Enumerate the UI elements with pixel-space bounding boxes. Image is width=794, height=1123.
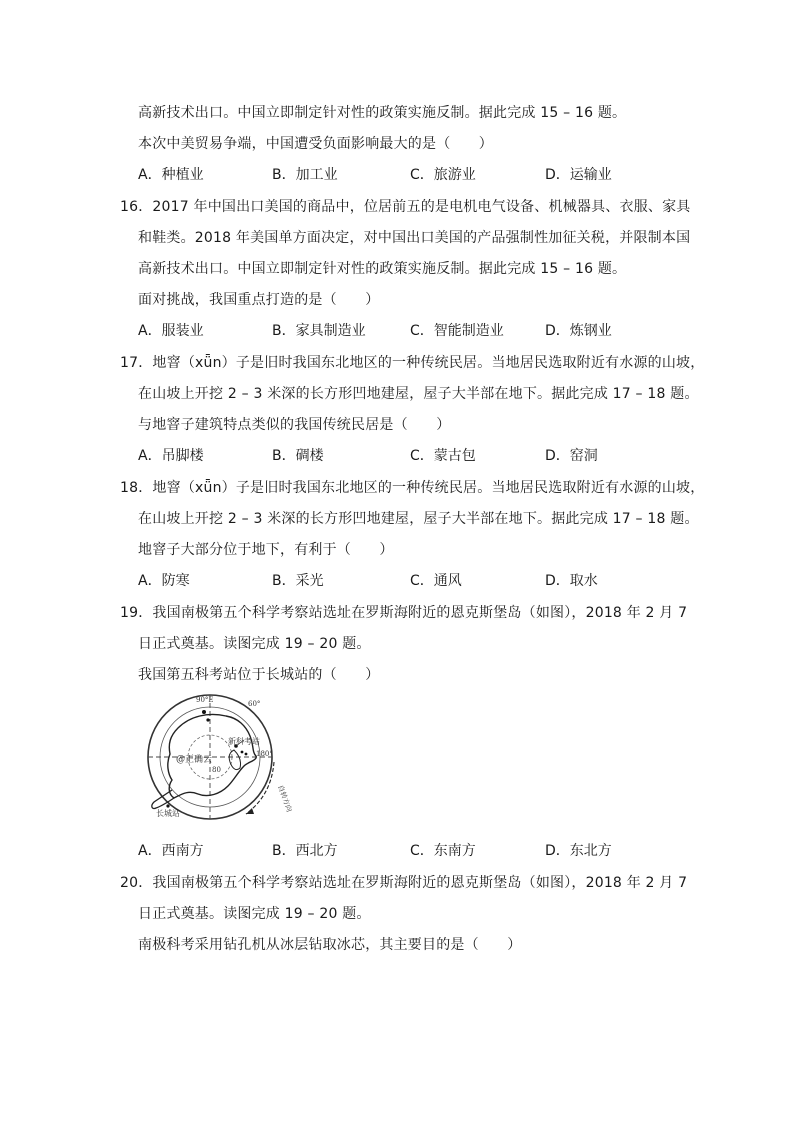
watermark-text: @正确云 [176,755,213,765]
q18-option-c[interactable]: C．通风 [410,573,462,589]
label-rotation-direction: 自转方向 [276,783,294,813]
antarctica-map [138,690,298,820]
q15-option-b[interactable]: B．加工业 [272,167,338,183]
q17-question: 与地窨子建筑特点类似的我国传统民居是（ ） [138,417,451,433]
q18-stem-line-1: 18．地窨（xǖn）子是旧时我国东北地区的一种传统民居。当地居民选取附近有水源的山坡， [120,480,705,496]
q18-stem-line-2: 在山坡上开挖 2 – 3 米深的长方形凹地建屋，屋子大半部在地下。据此完成 17 – 18 题。 [138,511,699,527]
q16-stem-line-3: 高新技术出口。中国立即制定针对性的政策实施反制。据此完成 15 – 16 题。 [138,261,627,277]
q19-option-d[interactable]: D．东北方 [545,843,612,859]
q20-stem-line-1: 20．我国南极第五个科学考察站选址在罗斯海附近的恩克斯堡岛（如图），2018 年 2 月 7 [120,875,688,891]
q15-question: 本次中美贸易争端，中国遭受负面影响最大的是（ ） [138,136,493,152]
label-new-station: 新科考站 [228,737,260,746]
q19-stem-line-1: 19．我国南极第五个科学考察站选址在罗斯海附近的恩克斯堡岛（如图），2018 年 2 月 7 [120,605,688,621]
label-90e: 90°E [196,696,214,704]
q16-option-d[interactable]: D．炼钢业 [545,323,612,339]
q20-stem-line-2: 日正式奠基。读图完成 19 – 20 题。 [138,906,371,922]
q19-option-c[interactable]: C．东南方 [410,843,476,859]
q18-option-a[interactable]: A．防寒 [138,573,190,589]
station-dot-top-2 [206,718,209,721]
q17-option-d[interactable]: D．窑洞 [545,448,598,464]
q15-context-line: 高新技术出口。中国立即制定针对性的政策实施反制。据此完成 15 – 16 题。 [138,105,627,121]
q15-option-a[interactable]: A．种植业 [138,167,204,183]
q16-option-b[interactable]: B．家具制造业 [272,323,366,339]
ross-sea-outline [229,750,240,770]
q17-option-c[interactable]: C．蒙古包 [410,448,476,464]
q18-option-d[interactable]: D．取水 [545,573,598,589]
q19-option-a[interactable]: A．西南方 [138,843,204,859]
rotation-arrowhead [246,808,254,814]
rotation-arc [246,762,274,814]
q16-question: 面对挑战，我国重点打造的是（ ） [138,292,380,308]
q15-option-d[interactable]: D．运输业 [545,167,612,183]
label-great-wall-station: 长城站 [156,809,180,818]
q16-option-c[interactable]: C．智能制造业 [410,323,504,339]
q17-stem-line-1: 17．地窨（xǖn）子是旧时我国东北地区的一种传统民居。当地居民选取附近有水源的山坡， [120,355,705,371]
q17-option-b[interactable]: B．碉楼 [272,448,324,464]
label-60: 60° [248,700,261,708]
station-dot-ross-2 [245,753,248,756]
q20-question: 南极科考采用钻孔机从冰层钻取冰芯，其主要目的是（ ） [138,937,522,953]
q18-option-b[interactable]: B．采光 [272,573,324,589]
great-wall-station-dot [166,804,169,807]
antarctica-map-figure [138,690,298,820]
station-dot-top [202,710,206,714]
q16-option-a[interactable]: A．服装业 [138,323,204,339]
q17-option-a[interactable]: A．吊脚楼 [138,448,204,464]
q15-option-c[interactable]: C．旅游业 [410,167,476,183]
label-80: 80 [212,766,221,774]
label-180: 180° [256,750,273,758]
q19-option-b[interactable]: B．西北方 [272,843,338,859]
q17-stem-line-2: 在山坡上开挖 2 – 3 米深的长方形凹地建屋，屋子大半部在地下。据此完成 17 – 18 题。 [138,386,699,402]
q19-question: 我国第五科考站位于长城站的（ ） [138,667,380,683]
q18-question: 地窨子大部分位于地下，有利于（ ） [138,542,394,558]
station-dot-ross-1 [241,751,244,754]
q16-stem-line-1: 16．2017 年中国出口美国的商品中，位居前五的是电机电气设备、机械器具、衣服、家具 [120,199,691,215]
q16-stem-line-2: 和鞋类。2018 年美国单方面决定，对中国出口美国的产品强制性加征关税，并限制本国 [138,230,691,246]
q19-stem-line-2: 日正式奠基。读图完成 19 – 20 题。 [138,636,371,652]
